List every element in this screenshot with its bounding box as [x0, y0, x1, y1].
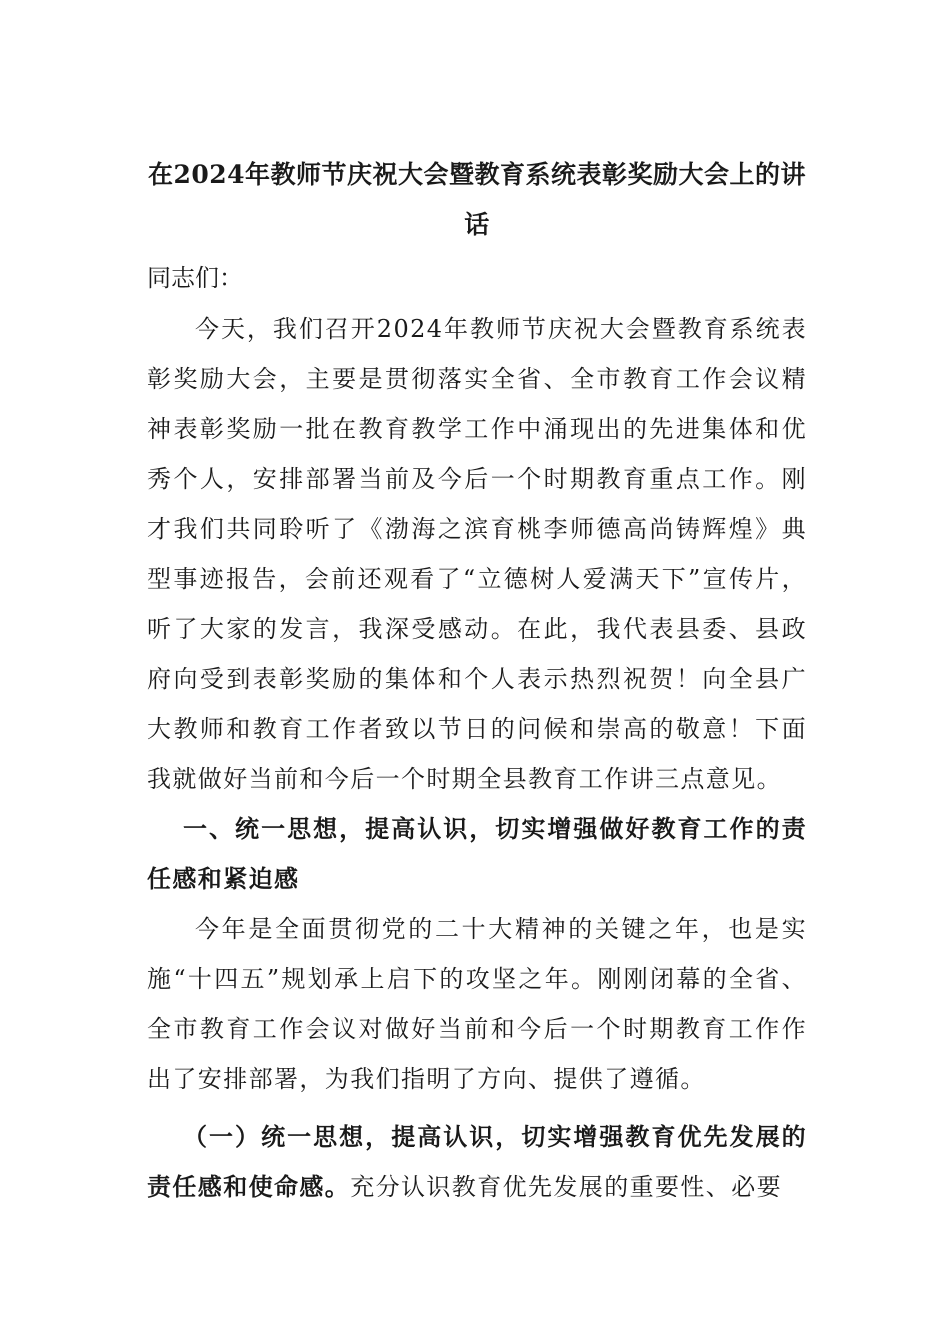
- document-page: [147, 150, 807, 1212]
- subsection-1-text: 充分认识教育优先发展的重要性、必要: [350, 1173, 783, 1201]
- subsection-1-paragraph: [147, 1112, 807, 1212]
- subsection-heading-1: （一）统一思想，提高认识，切实增强教育优先发展的责任感和使命感。: [147, 1122, 807, 1201]
- section-heading-1: 一、统一思想，提高认识，切实增强做好教育工作的责任感和紧迫感: [147, 814, 807, 893]
- section-1-paragraph: 今年是全面贯彻党的二十大精神的关键之年，也是实施“十四五”规划承上启下的攻坚之年。刚刚闭幕的全省、全市教育工作会议对做好当前和今后一个时期教育工作作出了安排部署，为我们指明了方向、提供了遵循。: [147, 915, 807, 1093]
- greeting: 同志们：: [147, 264, 243, 292]
- document-title: 在2024年教师节庆祝大会暨教育系统表彰奖励大会上的讲话: [147, 160, 807, 239]
- intro-paragraph: 今天，我们召开2024年教师节庆祝大会暨教育系统表彰奖励大会，主要是贯彻落实全省、全市教育工作会议精神表彰奖励一批在教育教学工作中涌现出的先进集体和优秀个人，安排部署当前及今后一个时期教育重点工作。刚才我们共同聆听了《渤海之滨育桃李师德高尚铸辉煌》典型事迹报告，会前还观看了“立德树人爱满天下”宣传片，听了大家的发言，我深受感动。在此，我代表县委、县政府向受到表彰奖励的集体和个人表示热烈祝贺！向全县广大教师和教育工作者致以节日的问候和崇高的敬意！下面我就做好当前和今后一个时期全县教育工作讲三点意见。: [147, 315, 807, 793]
